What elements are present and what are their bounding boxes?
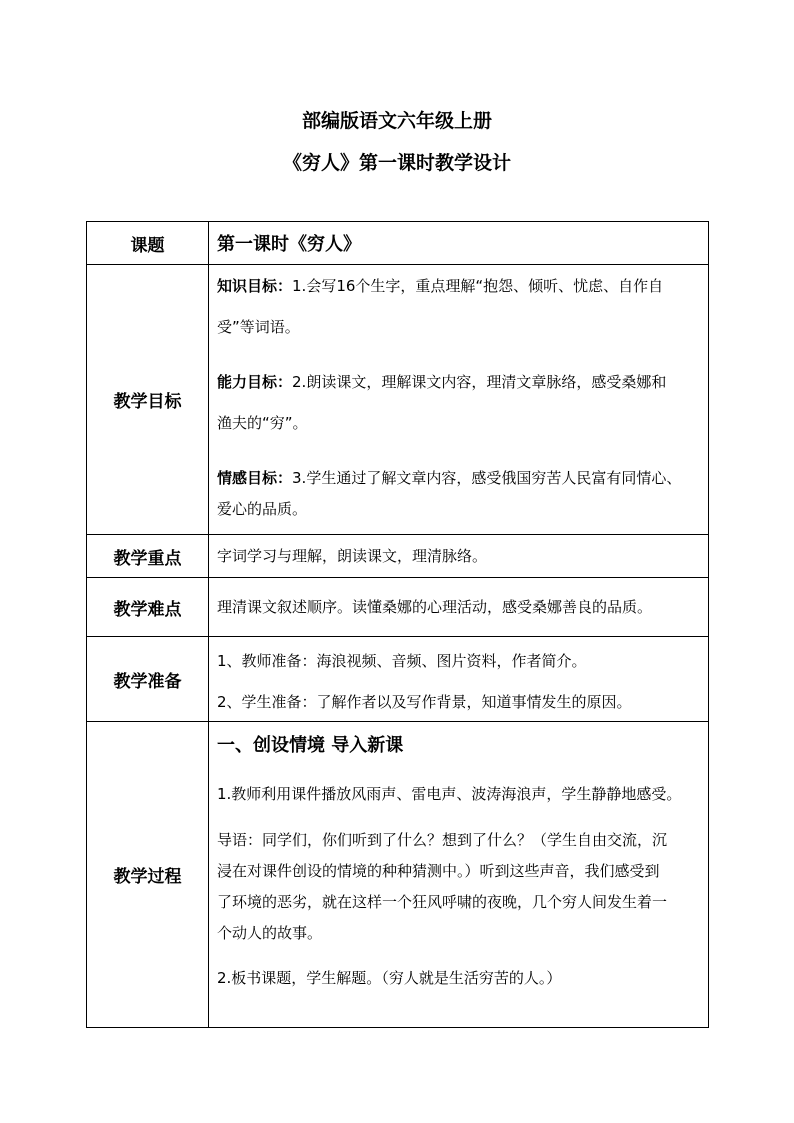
- teacher-preparation: 1、教师准备：海浪视频、音频、图片资料，作者简介。: [217, 652, 587, 670]
- table-row-topic: [87, 222, 709, 265]
- guide-line3: 了环境的恶劣，就在这样一个狂风呼啸的夜晚，几个穷人间发生着一: [217, 893, 668, 911]
- ability-goal-text: 2.朗读课文，理解课文内容，理清文章脉络，感受桑娜和: [292, 373, 667, 391]
- ability-goal-line1: [217, 372, 702, 392]
- emotion-goal-text: 3.学生通过了解文章内容，感受俄国穷苦人民富有同情心、: [292, 469, 682, 487]
- table-row-key-points: [87, 535, 709, 578]
- cell-difficulties: [209, 578, 709, 637]
- process-step1: 1.教师利用课件播放风雨声、雷电声、波涛海浪声，学生静静地感受。: [217, 785, 682, 803]
- emotion-goal-line2: 爱心的品质。: [217, 500, 308, 518]
- knowledge-goal-text: 1.会写16个生字，重点理解“抱怨、倾听、忧虑、自作自: [292, 277, 664, 295]
- label-difficulties: 教学难点: [87, 578, 209, 637]
- table-row-process: [87, 722, 709, 1028]
- guide-line1: 导语：同学们，你们听到了什么？想到了什么？（学生自由交流，沉: [217, 831, 668, 849]
- knowledge-goal-line2: 受”等词语。: [217, 318, 300, 336]
- cell-topic: [209, 222, 709, 265]
- table-row-goals: [87, 265, 709, 535]
- cell-key-points: [209, 535, 709, 578]
- ability-goal-line2: 渔夫的“穷”。: [217, 414, 308, 432]
- label-process: 教学过程: [87, 722, 209, 1028]
- document-subtitle: 《穷人》第一课时教学设计: [282, 152, 511, 174]
- student-preparation: 2、学生准备：了解作者以及写作背景，知道事情发生的原因。: [217, 693, 632, 711]
- key-points-content: 字词学习与理解，朗读课文，理清脉络。: [217, 547, 488, 565]
- emotion-goal-line1: [217, 468, 702, 488]
- label-goals: 教学目标: [87, 265, 209, 535]
- label-topic: 课题: [87, 222, 209, 265]
- difficulties-content: 理清课文叙述顺序。读懂桑娜的心理活动，感受桑娜善良的品质。: [217, 598, 653, 616]
- process-step2: 2.板书课题，学生解题。（穷人就是生活穷苦的人。）: [217, 969, 562, 987]
- lesson-plan-table: [86, 221, 709, 1028]
- label-key-points: 教学重点: [87, 535, 209, 578]
- emotion-goal-label: 情感目标：: [217, 469, 293, 487]
- section-heading: 一、创设情境 导入新课: [217, 735, 404, 756]
- knowledge-goal-label: 知识目标：: [217, 277, 293, 295]
- guide-line2: 浸在对课件创设的情境的种种猜测中。）听到这些声音，我们感受到: [217, 862, 660, 880]
- cell-process: [209, 722, 709, 1028]
- document-title: 部编版语文六年级上册: [301, 110, 492, 132]
- knowledge-goal-line1: [217, 276, 702, 296]
- label-preparation: 教学准备: [87, 637, 209, 722]
- guide-line4: 个动人的故事。: [217, 924, 323, 942]
- cell-preparation: [209, 637, 709, 722]
- table-row-preparation: [87, 637, 709, 722]
- cell-goals: [209, 265, 709, 535]
- topic-content: 第一课时《穷人》: [217, 234, 361, 255]
- table-row-difficulties: [87, 578, 709, 637]
- ability-goal-label: 能力目标：: [217, 373, 293, 391]
